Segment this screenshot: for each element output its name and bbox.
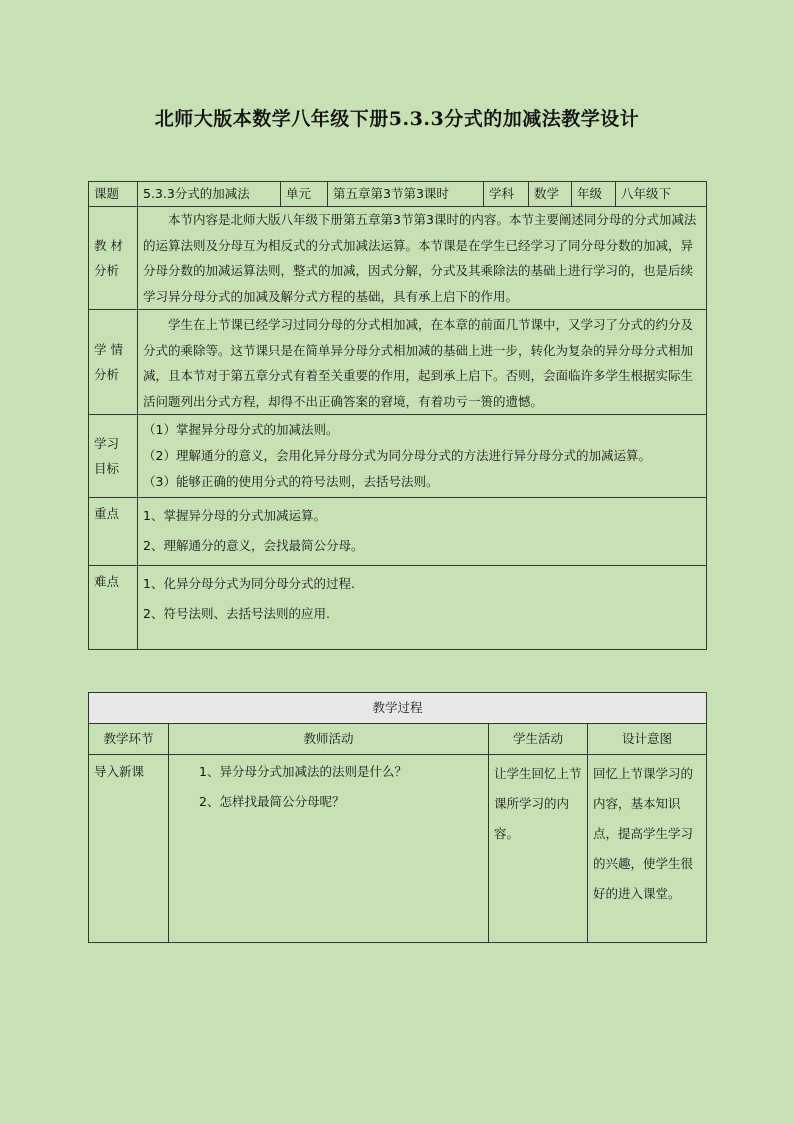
- teacher-question: 1、异分母分式加减法的法则是什么？: [199, 764, 407, 779]
- material-label-line2: 分析: [94, 263, 120, 278]
- difficulties-list: [138, 566, 707, 650]
- key-points-list: [138, 498, 707, 566]
- key-point-item: 2、理解通分的意义，会找最简公分母。: [143, 538, 364, 553]
- learner-label: [89, 310, 138, 415]
- learner-row: [89, 310, 707, 415]
- unit-value: 第五章第3节第3课时: [328, 182, 484, 207]
- column-header-intent: 设计意图: [588, 724, 707, 755]
- goals-label: [89, 415, 138, 498]
- process-section-title: 教学过程: [89, 693, 707, 724]
- unit-label: 单元: [281, 182, 328, 207]
- goal-item: （2）理解通分的意义，会用化异分母分式为同分母分式的方法进行异分母分式的加减运算。: [143, 448, 651, 463]
- learner-label-line2: 分析: [94, 367, 120, 382]
- column-header-teacher: 教师活动: [169, 724, 489, 755]
- goals-label-line2: 目标: [94, 461, 120, 476]
- difficulties-label: 难点: [89, 566, 138, 650]
- table-row: [89, 755, 707, 943]
- goal-item: （3）能够正确的使用分式的符号法则，去括号法则。: [143, 474, 439, 489]
- material-label-line1: 教 材: [94, 237, 123, 253]
- key-points-label: 重点: [89, 498, 138, 566]
- intent-cell: 回忆上节课学习的内容，基本知识点，提高学生学习的兴趣，使学生很好的进入课堂。: [588, 755, 707, 943]
- stage-cell: 导入新课: [89, 755, 169, 943]
- difficulties-row: [89, 566, 707, 650]
- process-table: [88, 692, 707, 943]
- page-title: 北师大版本数学八年级下册5.3.3分式的加减法教学设计: [154, 108, 640, 130]
- grade-value: 八年级下: [616, 182, 707, 207]
- process-columns-row: [89, 724, 707, 755]
- course-label: 课题: [89, 182, 138, 207]
- column-header-student: 学生活动: [489, 724, 588, 755]
- difficulty-item: 2、符号法则、去括号法则的应用.: [143, 606, 330, 621]
- header-row: [89, 182, 707, 207]
- student-cell: 让学生回忆上节课所学习的内容。: [489, 755, 588, 943]
- learner-label-line1: 学 情: [94, 341, 123, 357]
- material-label: [89, 207, 138, 310]
- grade-label: 年级: [572, 182, 616, 207]
- teacher-cell: [169, 755, 489, 943]
- material-text: 本节内容是北师大版八年级下册第五章第3节第3课时的内容。本节主要阐述同分母的分式加减法的运算法则及分母互为相反式的分式加减法运算。本节课是在学生已经学习了同分母分数的加减，异分母分数的加减运算法则，整式的加减，因式分解，分式及其乘除法的基础上进行学习的，也是后续学习异分母分式的加减及解分式方程的基础，具有承上启下的作用。: [138, 207, 707, 310]
- material-row: [89, 207, 707, 310]
- subject-value: 数学: [529, 182, 572, 207]
- difficulty-item: 1、化异分母分式为同分母分式的过程.: [143, 576, 355, 591]
- teacher-question: 2、怎样找最简公分母呢？: [199, 794, 345, 809]
- key-point-item: 1、掌握异分母的分式加减运算。: [143, 508, 326, 523]
- goals-label-line1: 学习: [94, 435, 120, 451]
- info-table: [88, 181, 707, 650]
- course-value: 5.3.3分式的加减法: [138, 182, 281, 207]
- goals-list: [138, 415, 707, 498]
- subject-label: 学科: [484, 182, 529, 207]
- process-section-row: [89, 693, 707, 724]
- learner-text: 学生在上节课已经学习过同分母的分式相加减，在本章的前面几节课中，又学习了分式的约分及分式的乘除等。这节课只是在简单异分母分式相加减的基础上进一步，转化为复杂的异分母分式相加减，且本节对于第五章分式有着至关重要的作用，起到承上启下。否则，会面临许多学生根据实际生活问题列出分式方程，却得不出正确答案的窘境，有着功亏一篑的遗憾。: [138, 310, 707, 415]
- column-header-stage: 教学环节: [89, 724, 169, 755]
- key-points-row: [89, 498, 707, 566]
- goal-item: （1）掌握异分母分式的加减法则。: [143, 422, 339, 437]
- goals-row: [89, 415, 707, 498]
